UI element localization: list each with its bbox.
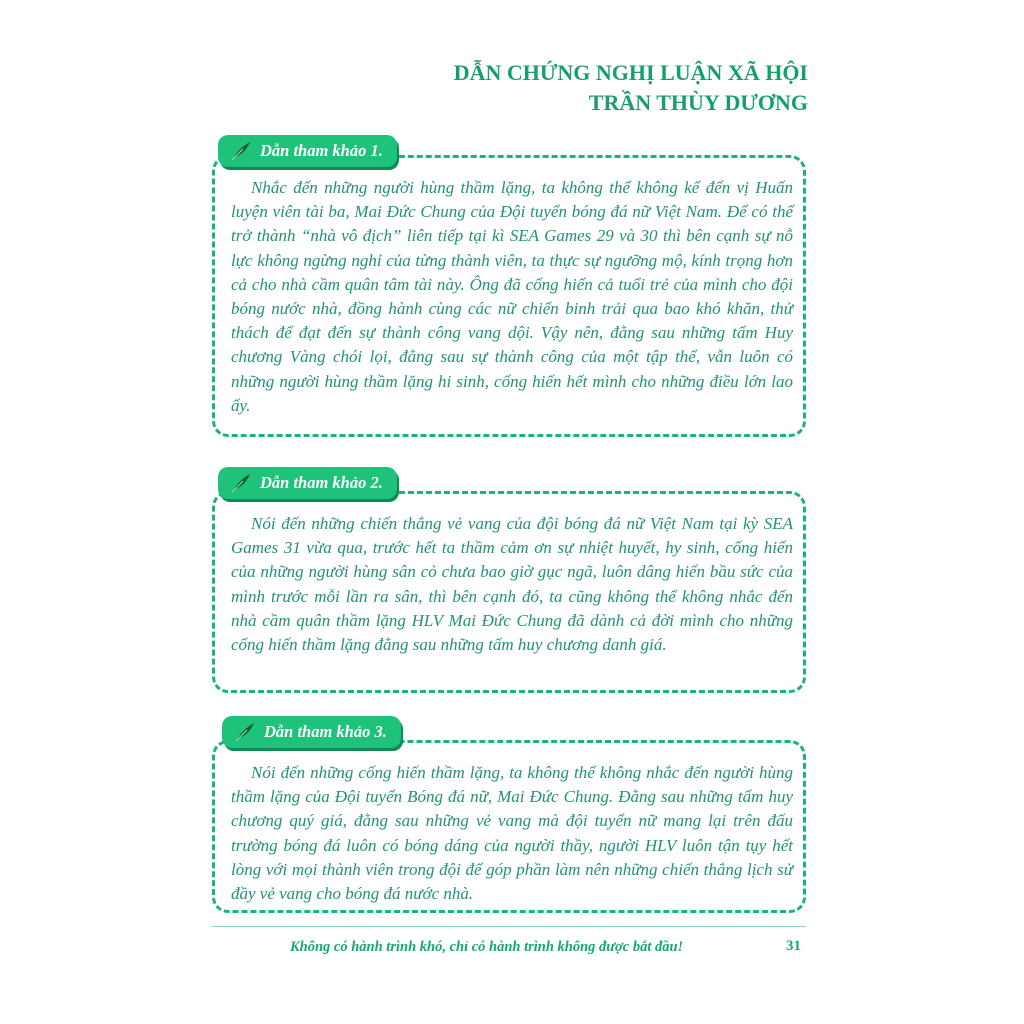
reference-label-2: Dẫn tham khảo 2. — [260, 473, 383, 492]
reference-tag-2 — [218, 467, 397, 499]
header-author: TRẦN THÙY DƯƠNG — [588, 90, 808, 115]
reference-tag-3 — [222, 716, 401, 748]
reference-tag-1 — [218, 135, 397, 167]
page-number: 31 — [786, 938, 801, 954]
reference-label-1: Dẫn tham khảo 1. — [260, 141, 383, 160]
reference-box-1 — [212, 155, 806, 437]
feather-icon — [230, 141, 252, 161]
reference-label-3: Dẫn tham khảo 3. — [264, 722, 387, 741]
page-header — [454, 58, 808, 118]
feather-icon — [234, 722, 256, 742]
reference-box-3 — [212, 740, 806, 913]
header-title: DẪN CHỨNG NGHỊ LUẬN XÃ HỘI — [453, 60, 808, 85]
reference-box-2 — [212, 491, 806, 693]
footer-quote: Không có hành trình khó, chỉ có hành trình không được bắt đầu! — [290, 939, 684, 955]
reference-text-3: Nói đến những cống hiến thầm lặng, ta không thể không nhắc đến người hùng thầm lặng của Đội tuyển Bóng đá nữ, Mai Đức Chung. Đằng sau những tấm huy chương quý giá, đằng sau những vẻ vang mà đội tuyển nữ mang lại trên đấu trường bóng đá luôn có bóng dáng của người thầy, người HLV luôn tận tụy hết lòng với mọi thành viên trong đội để góp phần làm nên những chiến thắng lịch sử đầy vẻ vang cho bóng đá nước nhà. — [231, 763, 793, 904]
reference-text-1: Nhắc đến những người hùng thầm lặng, ta không thể không kể đến vị Huấn luyện viên tài ba, Mai Đức Chung của Đội tuyển bóng đá nữ Việt Nam. Để có thể trở thành “nhà vô địch” liên tiếp tại kì SEA Games 29 và 30 thì bên cạnh sự nỗ lực không ngừng nghỉ của từng thành viên, ta thực sự ngưỡng mộ, kính trọng hơn cả cho nhà cầm quân tâm tài này. Ông đã cống hiến cả tuổi trẻ của mình cho đội bóng nước nhà, đồng hành cùng các nữ chiến binh trải qua bao khó khăn, thử thách để đạt đến sự thành công vang dội. Vậy nên, đằng sau những tấm Huy chương Vàng chói lọi, đằng sau sự thành công của một tập thể, vẫn luôn có những người hùng thầm lặng hi sinh, cống hiến hết mình cho những điều lớn lao ấy. — [231, 178, 793, 415]
reference-text-2: Nói đến những chiến thắng vẻ vang của đội bóng đá nữ Việt Nam tại kỳ SEA Games 31 vừa qua, trước hết ta thầm cảm ơn sự nhiệt huyết, hy sinh, cống hiến của những người hùng sân cỏ chưa bao giờ gục ngã, luôn dâng hiến bầu sức của mình trước mỗi lần ra sân, thì bên cạnh đó, ta cũng không thể không nhắc đến nhà cầm quân thầm lặng HLV Mai Đức Chung đã dành cả đời mình cho những cống hiến thầm lặng đằng sau những tấm huy chương danh giá. — [231, 514, 793, 655]
feather-icon — [230, 473, 252, 493]
footer-divider — [212, 926, 806, 927]
